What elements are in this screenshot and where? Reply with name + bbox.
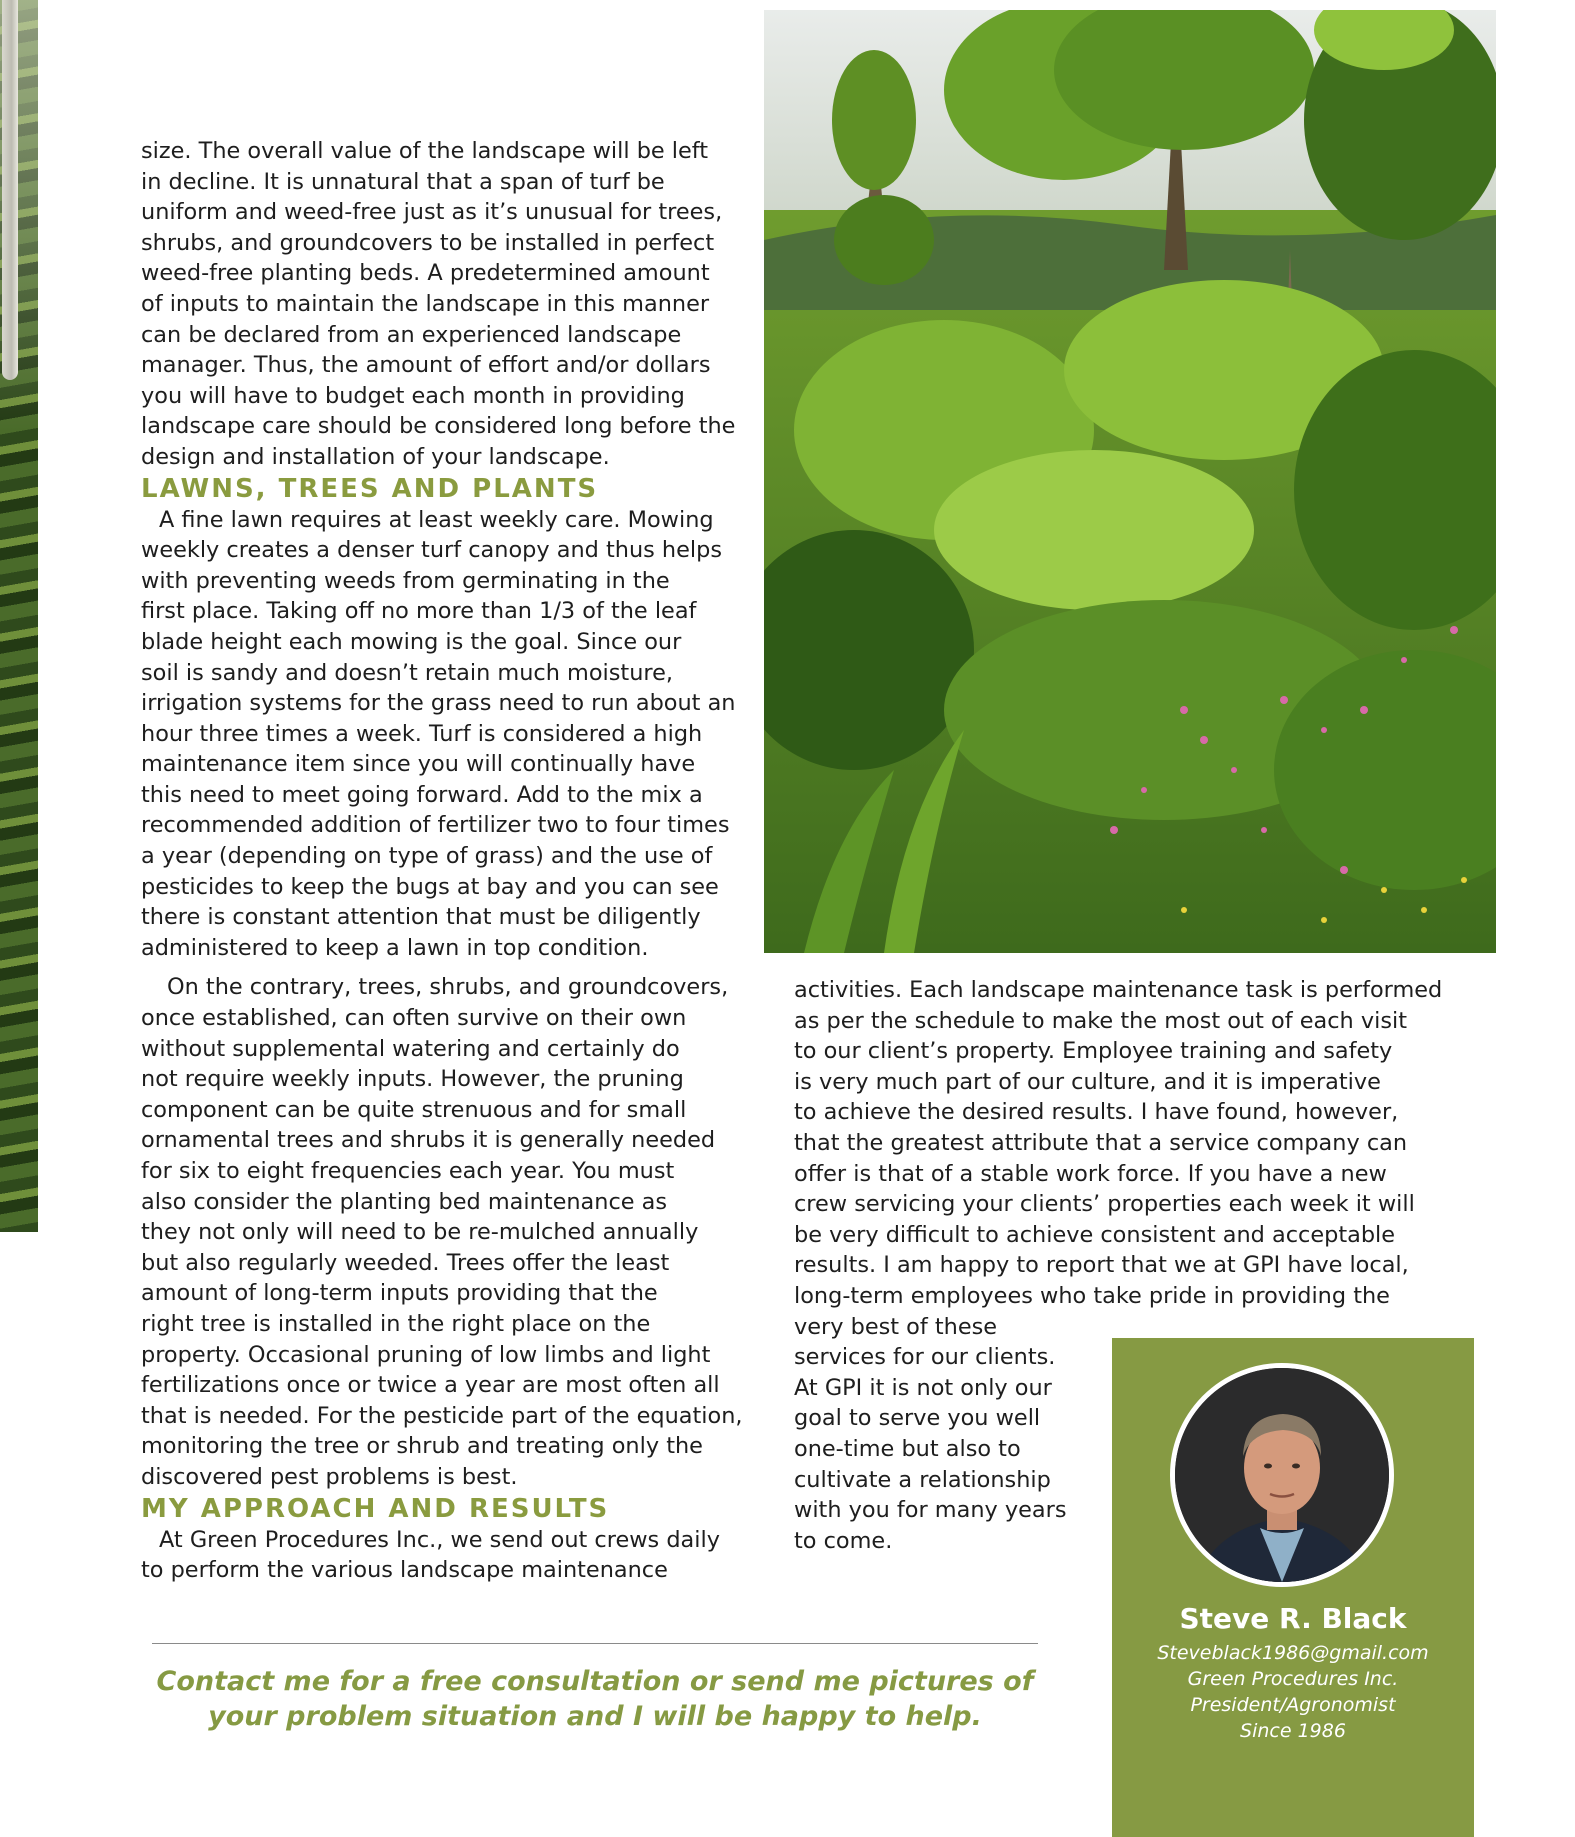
body-line: long-term employees who take pride in providing the [794,1282,1390,1309]
body-line: very best of these [794,1313,998,1340]
body-line: services for our clients. [794,1344,1056,1371]
landscape-photo [764,10,1496,953]
body-line: once established, can often survive on their own [141,1005,687,1032]
body-line: also consider the planting bed maintenance as [141,1188,668,1215]
body-line: there is constant attention that must be diligently [141,904,701,931]
section-heading-lawns: LAWNS, TREES AND PLANTS [141,473,599,504]
landscape-photo-graphic [764,10,1496,953]
cta-line: Contact me for a free consultation or send me pictures of [156,1666,1034,1697]
body-line: fertilizations once or twice a year are most often all [141,1372,720,1399]
body-line: pesticides to keep the bugs at bay and you can see [141,873,719,900]
body-line: hour three times a week. Turf is considered a high [141,720,703,747]
body-line: ornamental trees and shrubs it is generally needed [141,1127,716,1154]
body-line: property. Occasional pruning of low limbs and light [141,1341,711,1368]
body-line: At GPI it is not only our [794,1374,1052,1401]
body-line: design and installation of your landscape. [141,443,610,470]
body-line: with preventing weeds from germinating in the [141,567,670,594]
body-line: cultivate a relationship [794,1466,1051,1493]
body-line: weekly creates a denser turf canopy and thus helps [141,537,722,564]
body-line: discovered pest problems is best. [141,1463,518,1490]
body-line: with you for many years [794,1497,1067,1524]
author-since: Since 1986 [1240,1720,1346,1742]
cta-line: your problem situation and I will be happy to help. [208,1701,982,1732]
body-line: activities. Each landscape maintenance task is performed [794,977,1443,1003]
body-line: for six to eight frequencies each year. You must [141,1158,675,1184]
body-line: to come. [794,1527,893,1554]
body-line: can be declared from an experienced landscape [141,321,682,348]
body-line: to achieve the desired results. I have found, however, [794,1099,1399,1126]
body-line: first place. Taking off no more than 1/3 of the leaf [141,598,697,625]
body-line: be very difficult to achieve consistent and acceptable [794,1221,1396,1248]
body-line: one-time but also to [794,1435,1021,1462]
body-line: this need to meet going forward. Add to the mix a [141,781,703,808]
body-line: crew servicing your clients’ properties each week it will [794,1191,1415,1218]
body-line: recommended addition of fertilizer two to four times [141,812,730,839]
left-text-column [141,136,753,1586]
body-line: soil is sandy and doesn’t retain much moisture, [141,659,673,686]
body-line: maintenance item since you will continually have [141,751,696,778]
body-line: component can be quite strenuous and for small [141,1096,687,1123]
author-avatar [1170,1363,1394,1587]
body-line: amount of long-term inputs providing that the [141,1280,658,1307]
body-line: offer is that of a stable work force. If you have a new [794,1160,1387,1187]
body-line: you will have to budget each month in providing [141,382,685,409]
author-details [1112,1640,1474,1744]
author-profile-card [1112,1338,1474,1837]
body-line: right tree is installed in the right place on the [141,1310,651,1337]
body-line: weed-free planting beds. A predetermined amount [141,260,710,287]
body-line: a year (depending on type of grass) and the use of [141,843,713,870]
body-line: irrigation systems for the grass need to run about an [141,690,736,717]
body-line: to our client’s property. Employee training and safety [794,1038,1393,1065]
body-line: landscape care should be considered long before the [141,413,736,440]
body-line: uniform and weed-free just as it’s unusual for trees, [141,199,723,226]
cta-divider [152,1643,1038,1644]
body-line: they not only will need to be re-mulched annually [141,1219,699,1246]
author-title: President/Agronomist [1190,1694,1396,1716]
contact-call-to-action [150,1664,1040,1734]
section-heading-approach: MY APPROACH AND RESULTS [141,1493,610,1524]
body-line: At Green Procedures Inc., we send out crews daily [159,1526,720,1553]
body-line: but also regularly weeded. Trees offer the least [141,1249,670,1276]
body-line: manager. Thus, the amount of effort and/or dollars [141,352,711,379]
body-line: in decline. It is unnatural that a span of turf be [141,168,665,195]
body-line: that is needed. For the pesticide part of the equation, [141,1402,743,1429]
body-line: not require weekly inputs. However, the pruning [141,1066,684,1093]
body-line: monitoring the tree or shrub and treating only the [141,1433,703,1460]
body-line: blade height each mowing is the goal. Since our [141,628,682,655]
author-name: Steve R. Black [1179,1602,1407,1635]
body-line: of inputs to maintain the landscape in this manner [141,290,710,317]
body-line: that the greatest attribute that a service company can [794,1129,1408,1156]
body-line: as per the schedule to make the most out of each visit [794,1007,1407,1034]
birch-trunk-graphic [2,0,18,380]
body-line: On the contrary, trees, shrubs, and groundcovers, [167,974,729,1001]
body-line: shrubs, and groundcovers to be installed in perfect [141,229,715,256]
author-email: Steveblack1986@gmail.com [1157,1642,1429,1664]
body-line: administered to keep a lawn in top condition. [141,934,649,961]
body-line: to perform the various landscape maintenance [141,1557,668,1584]
body-line: goal to serve you well [794,1405,1041,1432]
body-line: is very much part of our culture, and it is imperative [794,1068,1381,1095]
author-portrait-graphic [1175,1368,1389,1582]
body-line: size. The overall value of the landscape will be left [141,138,709,164]
edge-photo-strip [0,0,38,1232]
body-line: A fine lawn requires at least weekly care. Mowing [159,506,714,533]
body-line: results. I am happy to report that we at GPI have local, [794,1252,1409,1279]
paragraph-gap [141,963,753,972]
body-line: without supplemental watering and certainly do [141,1035,680,1062]
author-company: Green Procedures Inc. [1187,1668,1399,1690]
